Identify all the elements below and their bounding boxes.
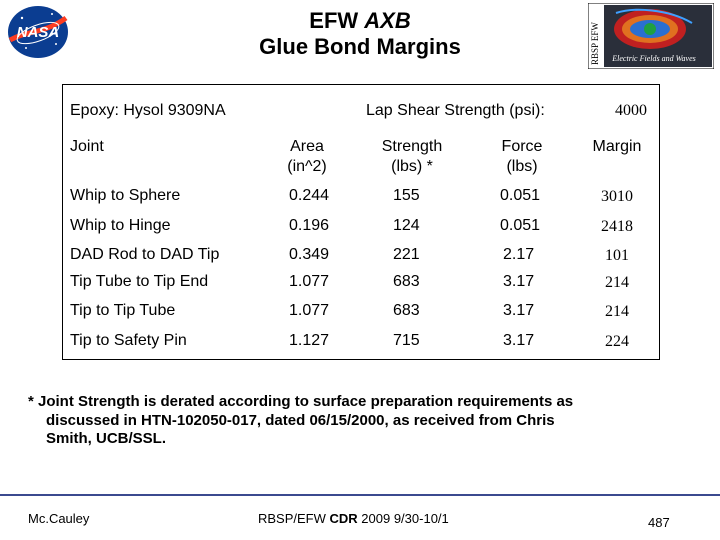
cell-area: 1.127 [289, 332, 330, 349]
svg-text:Electric Fields and Waves: Electric Fields and Waves [612, 54, 696, 63]
page-number: 487 [648, 515, 670, 530]
footer-meeting-label: RBSP/EFW CDR 2009 9/30-10/1 [258, 511, 449, 526]
cell-force: 0.051 [500, 217, 541, 234]
title-line-1: EFW AXB [309, 8, 411, 33]
cell-joint: Tip Tube to Tip End [70, 273, 209, 290]
cell-joint: Tip to Safety Pin [70, 332, 187, 349]
cell-margin: 101 [605, 247, 629, 264]
cell-strength: 155 [393, 187, 420, 204]
header-joint: Joint [70, 138, 104, 155]
cell-area: 0.349 [289, 246, 330, 263]
cell-joint: DAD Rod to DAD Tip [70, 246, 220, 263]
header-strength: Strength (lbs) * [381, 138, 443, 175]
epoxy-label: Epoxy: Hysol 9309NA [70, 102, 226, 119]
header-area: Area (in^2) [287, 138, 327, 175]
cell-joint: Tip to Tip Tube [70, 302, 176, 319]
svg-text:NASA: NASA [16, 24, 60, 41]
cell-margin: 3010 [601, 188, 633, 205]
cell-margin: 214 [605, 303, 629, 320]
footer-divider [0, 494, 720, 496]
cell-strength: 124 [393, 217, 420, 234]
cell-joint: Whip to Sphere [70, 187, 181, 204]
lap-shear-value: 4000 [615, 102, 647, 119]
cell-force: 2.17 [503, 246, 535, 263]
cell-area: 1.077 [289, 302, 330, 319]
header-margin: Margin [592, 138, 642, 155]
header-force: Force (lbs) [501, 138, 543, 175]
footnote-line-3: Smith, UCB/SSL. [46, 430, 167, 447]
title-line-2: Glue Bond Margins [259, 34, 461, 59]
footer-author: Mc.Cauley [28, 511, 90, 526]
cell-force: 3.17 [503, 332, 535, 349]
cell-margin: 224 [605, 333, 629, 350]
slide-title [0, 8, 720, 60]
cell-strength: 715 [393, 332, 420, 349]
svg-text:RBSP EFW: RBSP EFW [590, 22, 600, 65]
footnote [28, 393, 698, 449]
cell-area: 0.244 [289, 187, 330, 204]
cell-strength: 221 [393, 246, 420, 263]
cell-strength: 683 [393, 273, 420, 290]
cell-strength: 683 [393, 302, 420, 319]
cell-force: 3.17 [503, 302, 535, 319]
cell-area: 1.077 [289, 273, 330, 290]
footnote-line-1: * Joint Strength is derated according to surface preparation requirements as [28, 393, 574, 410]
cell-area: 0.196 [289, 217, 330, 234]
cell-joint: Whip to Hinge [70, 217, 171, 234]
cell-force: 3.17 [503, 273, 535, 290]
cell-force: 0.051 [500, 187, 541, 204]
cell-margin: 214 [605, 274, 629, 291]
lap-shear-label: Lap Shear Strength (psi): [366, 102, 545, 119]
footnote-line-2: discussed in HTN-102050-017, dated 06/15/2000, as received from Chris [46, 411, 555, 429]
cell-margin: 2418 [601, 218, 633, 235]
